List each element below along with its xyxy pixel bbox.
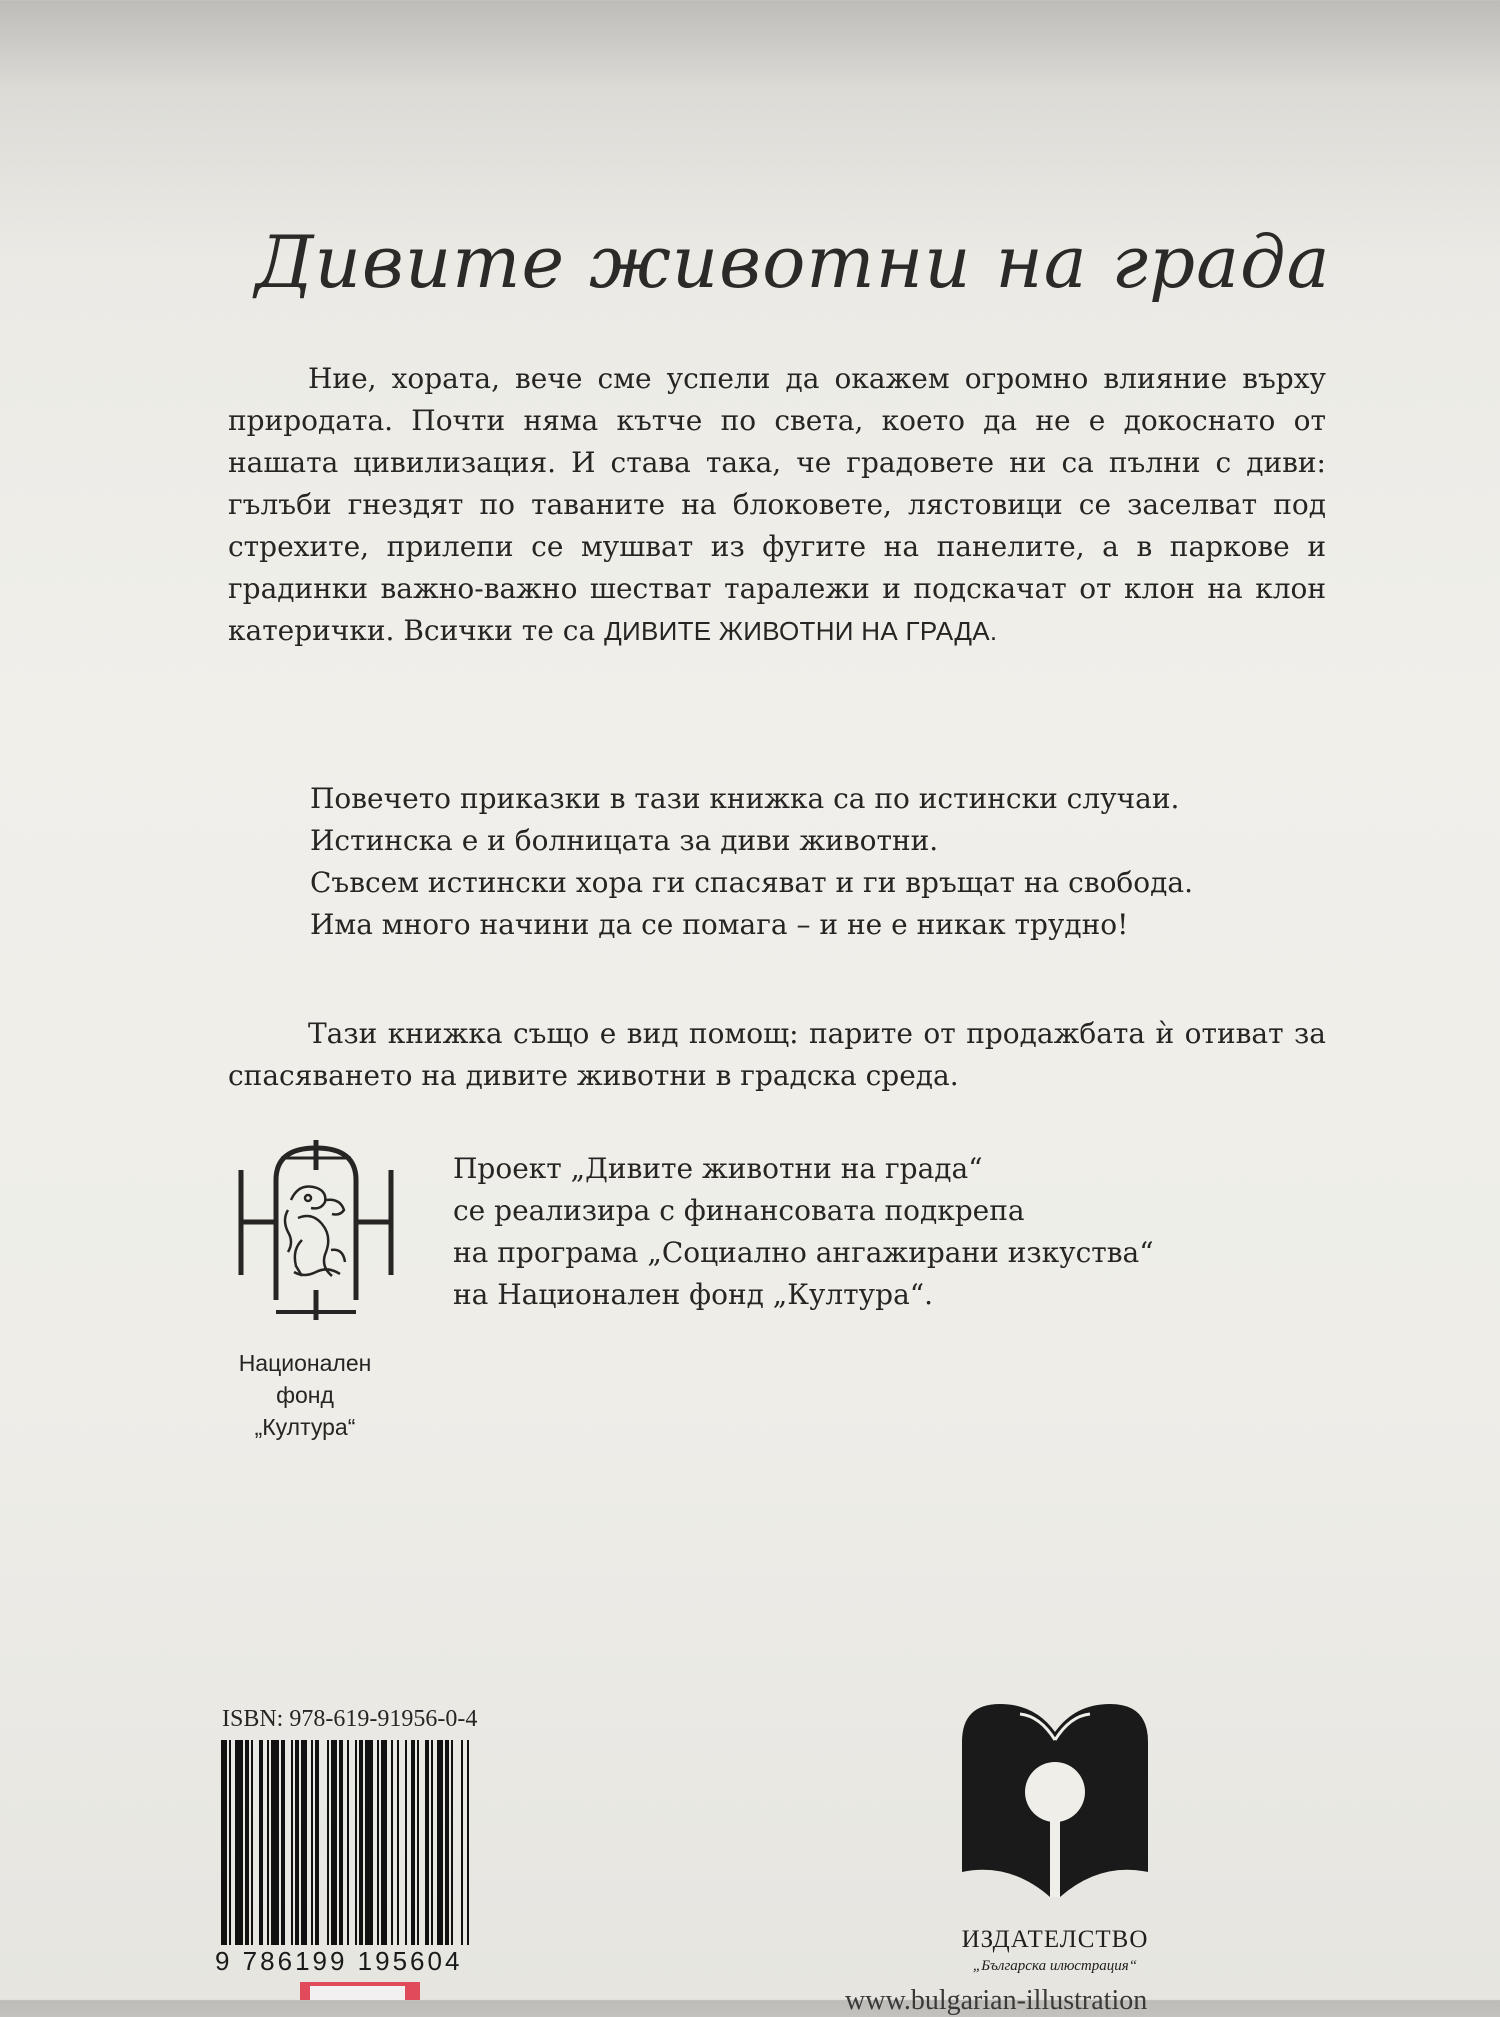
barcode-bar: [251, 1740, 253, 1945]
project-line: се реализира с финансовата подкрепа: [453, 1194, 1025, 1227]
stories-line: Съвсем истински хора ги спасяват и ги връщат на свобода.: [310, 866, 1193, 899]
publisher-subtitle: „Българска илюстрация“: [972, 1958, 1138, 1974]
barcode-bar: [295, 1740, 299, 1945]
fund-caption: [205, 1347, 405, 1443]
stories-line: Истинска е и болницата за диви животни.: [310, 824, 939, 857]
help-text: Тази книжка също е вид помощ: парите от продажбата ѝ отиват за спасяването на дивите животни в градска среда.: [228, 1017, 1326, 1092]
barcode-bar: [301, 1740, 307, 1945]
project-line: Проект „Дивите животни на града“: [453, 1152, 983, 1185]
barcode-bar: [377, 1740, 379, 1945]
barcode-bar: [235, 1740, 243, 1945]
help-paragraph: [228, 1013, 1326, 1097]
barcode-bar: [355, 1740, 357, 1945]
barcode-number: 9 786199 195604: [215, 1946, 463, 1976]
barcode-bar: [451, 1740, 453, 1945]
barcode-bar: [445, 1740, 449, 1945]
barcode-bar: [365, 1740, 373, 1945]
intro-caps-text: ДИВИТЕ ЖИВОТНИ НА ГРАДА.: [604, 616, 998, 646]
barcode-bar: [381, 1740, 387, 1945]
open-book-keyhole-icon: [960, 1702, 1150, 1902]
fund-caption-line: фонд: [276, 1382, 334, 1408]
barcode-bar: [405, 1740, 407, 1945]
barcode-bar: [291, 1740, 293, 1945]
book-title: Дивите животни на града: [255, 220, 1331, 304]
barcode-bar: [467, 1740, 469, 1945]
barcode-bar: [331, 1740, 337, 1945]
fund-caption-line: Национален: [238, 1350, 372, 1376]
barcode-bar: [245, 1740, 249, 1945]
intro-text: Ние, хората, вече сме успели да окажем огромно влияние върху природата. Почти няма кътче по света, което да не е докоснато от нашата цивилизация. И става така, че градовете ни са пълни с диви: гълъби гнездят по таваните на блоковете, лястовици се заселват под стрехите, прилепи се мушват из фугите на панелите, а в паркове и градинки важно-важно шестват таралежи и подскачат от клон на клон катерички. Всички те са: [228, 362, 1326, 647]
barcode-bar: [221, 1740, 227, 1945]
barcode-bar: [259, 1740, 263, 1945]
barcode-bar: [425, 1740, 429, 1945]
publisher-website: www.bulgarian-illustration: [845, 1985, 1148, 2016]
barcode-bar: [397, 1740, 399, 1945]
barcode-bar: [417, 1740, 419, 1945]
barcode: [215, 1740, 515, 1950]
barcode-bar: [359, 1740, 363, 1945]
project-line: на програма „Социално ангажирани изкуства“: [453, 1236, 1154, 1269]
barcode-bar: [437, 1740, 443, 1945]
barcode-bar: [347, 1740, 349, 1945]
project-credit: [453, 1148, 1154, 1316]
barcode-bar: [229, 1740, 231, 1945]
project-line: на Национален фонд „Култура“.: [453, 1278, 933, 1311]
barcode-bar: [431, 1740, 433, 1945]
barcode-bar: [281, 1740, 285, 1945]
stories-paragraph: [310, 778, 1330, 946]
barcode-bar: [311, 1740, 313, 1945]
barcode-bar: [411, 1740, 415, 1945]
stories-line: Има много начини да се помага – и не е никак трудно!: [310, 908, 1129, 941]
barcode-bar: [461, 1740, 463, 1945]
barcode-bar: [327, 1740, 329, 1945]
isbn-label: ISBN: 978-619-91956-0-4: [222, 1706, 478, 1732]
barcode-bar: [315, 1740, 319, 1945]
barcode-bar: [391, 1740, 393, 1945]
barcode-bar: [267, 1740, 269, 1945]
price-sticker: [300, 1982, 420, 2000]
lion-emblem-icon: [236, 1140, 396, 1320]
fund-caption-line: „Култура“: [254, 1414, 356, 1440]
barcode-bar: [271, 1740, 279, 1945]
publisher-name: ИЗДАТЕЛСТВО: [961, 1926, 1149, 1953]
stories-line: Повечето приказки в тази книжка са по истински случаи.: [310, 782, 1180, 815]
intro-paragraph: [228, 358, 1326, 652]
barcode-bar: [339, 1740, 343, 1945]
